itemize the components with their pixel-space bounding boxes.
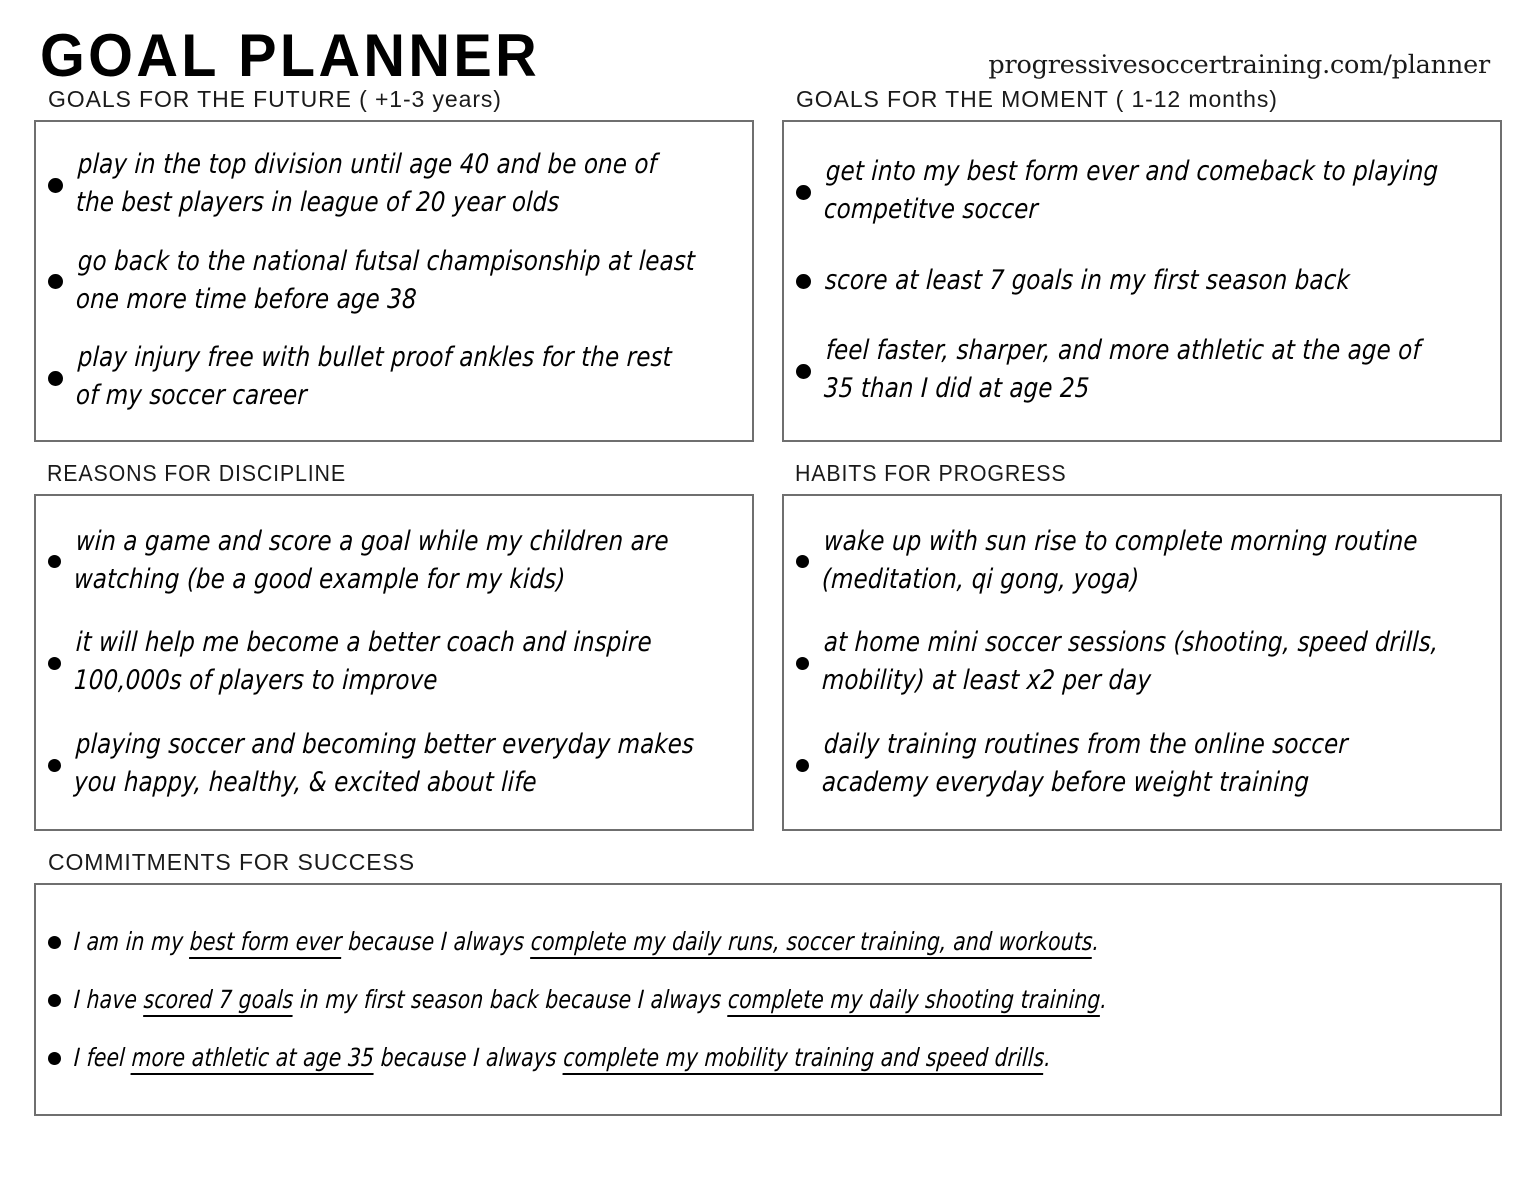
column-habits xyxy=(782,460,1502,831)
bullet-icon xyxy=(48,1052,61,1065)
bullet-icon xyxy=(796,364,811,379)
list-item xyxy=(796,153,1484,230)
habit-text: daily training routines from the online soccer academy everyday before weight training xyxy=(821,728,1349,799)
commitment-tail: . xyxy=(1043,1042,1052,1072)
commitment-text xyxy=(73,926,1100,957)
commitment-underline-goal: scored 7 goals xyxy=(143,985,295,1017)
commitment-middle: because I always xyxy=(340,926,532,956)
list-item xyxy=(48,243,736,320)
website-url: progressivesoccertraining.com/planner xyxy=(988,50,1490,80)
commitment-lead: I feel xyxy=(73,1042,133,1072)
bullet-icon xyxy=(48,994,61,1007)
box-reasons xyxy=(34,494,754,831)
section-label-reasons: REASONS FOR DISCIPLINE xyxy=(47,460,346,486)
bullet-icon xyxy=(796,555,809,568)
list-item xyxy=(48,523,736,600)
commitment-underline-action: complete my mobility training and speed drills xyxy=(562,1043,1045,1075)
goal-future-text: play injury free with bullet proof ankles for the rest of my soccer career xyxy=(75,342,673,412)
box-commitments xyxy=(34,883,1502,1116)
list-item xyxy=(796,726,1484,803)
goal-moment-text: score at least 7 goals in my first season back xyxy=(824,264,1351,296)
section-label-commitments: COMMITMENTS FOR SUCCESS xyxy=(48,849,415,875)
bullet-icon xyxy=(48,759,61,772)
commitment-lead: I am in my xyxy=(73,926,191,956)
section-label-goals-future: GOALS FOR THE FUTURE ( +1-3 years) xyxy=(48,86,502,112)
bullet-icon xyxy=(796,274,811,289)
bullet-icon xyxy=(796,759,809,772)
list-item xyxy=(48,926,1484,957)
section-label-goals-moment: GOALS FOR THE MOMENT ( 1-12 months) xyxy=(796,86,1278,112)
commitment-tail: . xyxy=(1091,926,1101,956)
list-item xyxy=(48,624,736,701)
commitment-tail: . xyxy=(1099,984,1109,1014)
list-item xyxy=(796,624,1484,701)
list-goals-moment xyxy=(796,136,1484,426)
column-reasons xyxy=(34,460,754,831)
habit-text: wake up with sun rise to complete morning routine (meditation, qi gong, yoga) xyxy=(821,525,1419,595)
bullet-icon xyxy=(48,371,63,386)
list-item xyxy=(48,726,736,803)
bullet-icon xyxy=(48,178,63,193)
list-commitments xyxy=(48,899,1484,1100)
bullet-icon xyxy=(48,274,63,289)
commitment-middle: in my first season back because I always xyxy=(292,984,729,1014)
commitment-underline-goal: best form ever xyxy=(189,927,343,959)
commitment-middle: because I always xyxy=(373,1042,565,1072)
commitment-underline-action: complete my daily shooting training xyxy=(727,985,1102,1017)
goal-moment-text: feel faster, sharper, and more athletic at the age of 35 than I did at age 25 xyxy=(823,334,1422,405)
list-item xyxy=(48,146,736,223)
list-item xyxy=(48,339,736,416)
list-item xyxy=(796,332,1484,409)
reason-text: win a game and score a goal while my children are watching (be a good example for my kids) xyxy=(73,525,670,595)
list-habits xyxy=(796,510,1484,815)
bullet-icon xyxy=(796,657,809,670)
reason-text: playing soccer and becoming better everyday makes you happy, healthy, & excited about life xyxy=(73,728,695,799)
list-reasons xyxy=(48,510,736,815)
commitment-text xyxy=(73,984,1108,1015)
bullet-icon xyxy=(48,657,61,670)
row-reasons-habits xyxy=(34,460,1502,831)
box-goals-moment xyxy=(782,120,1502,442)
bullet-icon xyxy=(48,555,61,568)
page-title: GOAL PLANNER xyxy=(40,22,541,89)
column-moment xyxy=(782,86,1502,442)
list-item xyxy=(48,1042,1484,1073)
row-goals xyxy=(34,86,1502,442)
list-item xyxy=(796,523,1484,600)
section-label-habits: HABITS FOR PROGRESS xyxy=(795,460,1067,486)
commitment-text xyxy=(73,1042,1052,1073)
commitment-underline-goal: more athletic at age 35 xyxy=(131,1043,375,1075)
habit-text: at home mini soccer sessions (shooting, speed drills, mobility) at least x2 per day xyxy=(821,627,1440,697)
reason-text: it will help me become a better coach and inspire 100,000s of players to improve xyxy=(73,627,653,697)
goal-future-text: play in the top division until age 40 and be one of the best players in league of 20 year olds xyxy=(75,149,658,219)
commitment-underline-action: complete my daily runs, soccer training, and workouts xyxy=(530,927,1094,959)
row-commitments xyxy=(34,849,1502,1116)
goal-future-text: go back to the national futsal champisonship at least one more time before age 38 xyxy=(75,245,696,315)
bullet-icon xyxy=(796,185,811,200)
list-goals-future xyxy=(48,136,736,426)
commitment-lead: I have xyxy=(73,984,145,1014)
box-goals-future xyxy=(34,120,754,442)
bullet-icon xyxy=(48,936,61,949)
goal-moment-text: get into my best form ever and comeback to playing competitve soccer xyxy=(823,156,1440,226)
box-habits xyxy=(782,494,1502,831)
page-header xyxy=(34,0,1502,89)
list-item xyxy=(796,265,1484,297)
column-future xyxy=(34,86,754,442)
list-item xyxy=(48,984,1484,1015)
